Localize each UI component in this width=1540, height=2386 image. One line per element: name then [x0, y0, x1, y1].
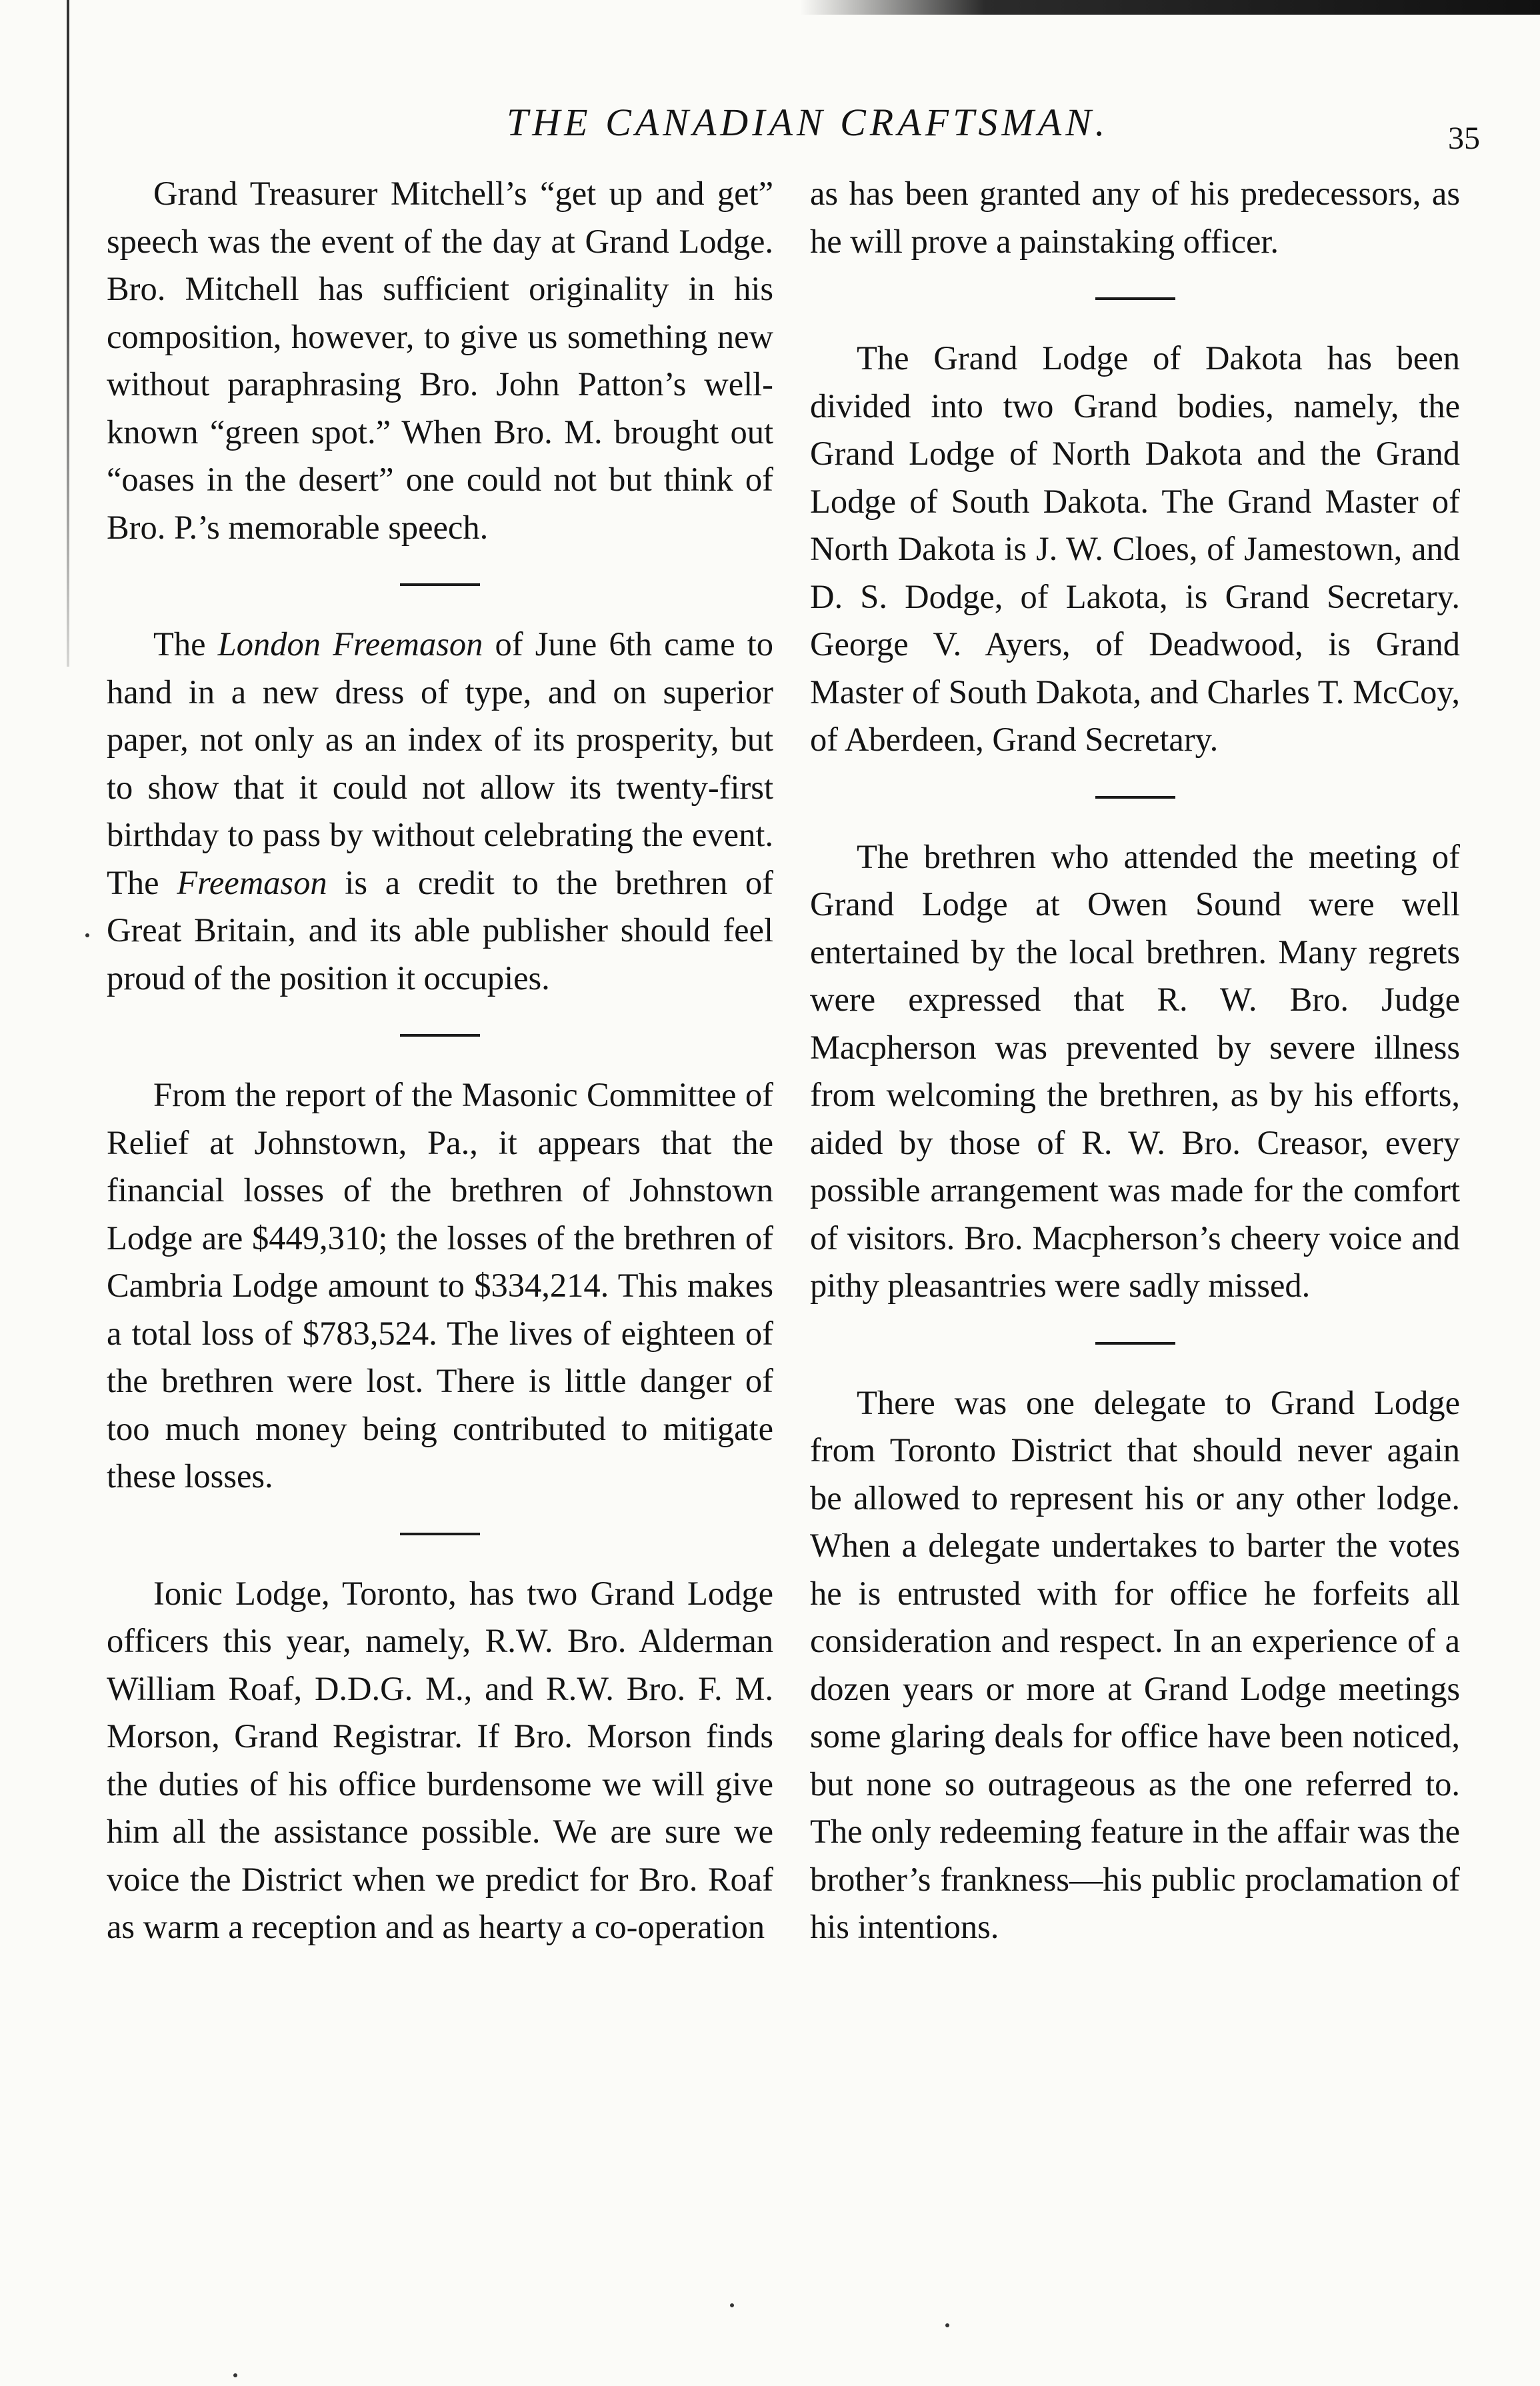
text-run: is a credit to the brethren of Great Britain, and its able publisher should feel proud of the position it occupies.	[107, 863, 774, 997]
article-ionic-lodge-continued: as has been granted any of his predecessors, as he will prove a painstaking officer.	[810, 175, 1460, 260]
text-run: The	[153, 625, 218, 663]
running-title: THE CANADIAN CRAFTSMAN.	[507, 101, 1109, 144]
section-divider	[1095, 1342, 1175, 1345]
scan-edge-shadow	[800, 0, 1540, 15]
section-divider	[400, 1533, 480, 1535]
section-divider	[400, 1034, 480, 1037]
page-header	[0, 100, 1540, 160]
publication-title: London Freemason	[217, 625, 483, 663]
print-speck	[730, 2303, 734, 2307]
article-london-freemason	[107, 621, 773, 1002]
left-column	[107, 170, 773, 1951]
publication-title: Freemason	[177, 863, 327, 901]
article-mitchell-speech: Grand Treasurer Mitchell’s “get up and get” speech was the event of the day at Grand Lodge. Bro. Mitchell has sufficient originality in his composition, however, to give us something new without paraphrasing Bro. John Patton’s well-known “green spot.” When Bro. M. brought out “oases in the desert” one could not but think of Bro. P.’s memorable speech.	[107, 175, 773, 546]
section-divider	[1095, 297, 1175, 300]
article-owen-sound-meeting: The brethren who attended the meeting of Grand Lodge at Owen Sound were well entertained by the local brethren. Many regrets were expressed that R. W. Bro. Judge Macpherson was prevented by severe illness from welcoming the brethren, as by his efforts, aided by those of R. W. Bro. Creasor, every possible arrangement was made for the comfort of visitors. Bro. Macpherson’s cheery voice and pithy pleasantries were sadly missed.	[810, 837, 1460, 1304]
print-speck	[85, 933, 89, 937]
article-dakota-grand-lodge: The Grand Lodge of Dakota has been divided into two Grand bodies, namely, the Grand Lodge of North Dakota and the Grand Lodge of South Dakota. The Grand Master of North Dakota is J. W. Cloes, of Jamestown, and D. S. Dodge, of Lakota, is Grand Secretary. George V. Ayers, of Deadwood, is Grand Master of South Dakota, and Charles T. McCoy, of Aberdeen, Grand Secretary.	[810, 339, 1460, 758]
article-toronto-delegate: There was one delegate to Grand Lodge from Toronto District that should never again be allowed to represent his or any other lodge. When a delegate undertakes to barter the votes he is entrusted with for office he forfeits all consideration and respect. In an experience of a dozen years or more at Grand Lodge meetings some glaring deals for office have been noticed, but none so outrageous as the one referred to. The only redeeming feature in the affair was the brother’s frankness—his public proclamation of his intentions.	[810, 1383, 1460, 1945]
text-run: of June 6th came to hand in a new dress of type, and on superior paper, not only as an index of its prosperity, but to show that it could not allow its twenty-first birthday to pass by without celebrating the event. The	[107, 625, 774, 901]
article-ionic-lodge: Ionic Lodge, Toronto, has two Grand Lodge officers this year, namely, R.W. Bro. Alderman William Roaf, D.D.G. M., and R.W. Bro. F. M. Morson, Grand Registrar. If Bro. Morson finds the duties of his office burdensome we will give him all the assistance possible. We are sure we voice the District when we predict for Bro. Roaf as warm a reception and as hearty a co-operation	[107, 1574, 773, 1945]
page-number: 35	[1448, 121, 1480, 156]
print-speck	[233, 2373, 237, 2377]
right-column	[810, 170, 1460, 1951]
section-divider	[1095, 796, 1175, 799]
section-divider	[400, 583, 480, 586]
article-johnstown-relief: From the report of the Masonic Committee of Relief at Johnstown, Pa., it appears that the financial losses of the brethren of Johnstown Lodge are $449,310; the losses of the brethren of Cambria Lodge amount to $334,214. This makes a total loss of $783,524. The lives of eighteen of the brethren were lost. There is little danger of too much money being contributed to mitigate these losses.	[107, 1076, 773, 1495]
print-speck	[945, 2323, 949, 2327]
